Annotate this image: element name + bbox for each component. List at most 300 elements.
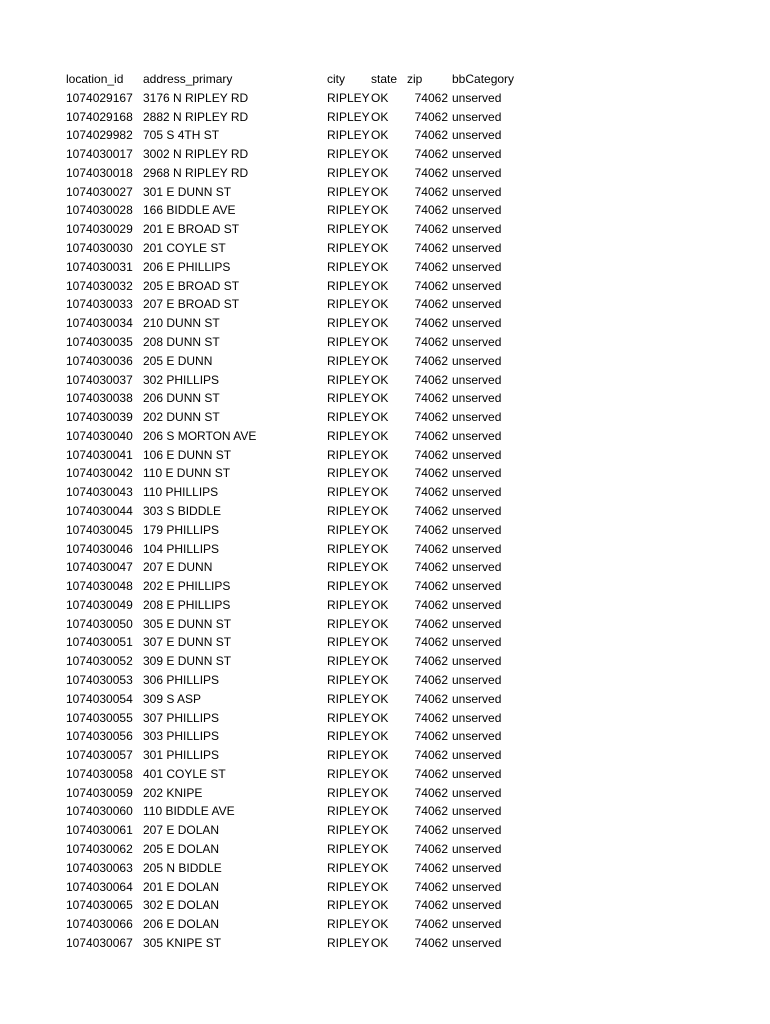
address-cell: 208 DUNN ST	[143, 334, 220, 349]
zip-cell: 74062	[414, 259, 448, 274]
zip-cell: 74062	[414, 579, 448, 594]
bb-category-cell: unserved	[452, 128, 502, 143]
zip-cell: 74062	[414, 785, 448, 800]
zip-cell: 74062	[414, 654, 448, 669]
zip-cell: 74062	[414, 353, 448, 368]
table-row	[66, 765, 532, 784]
state-cell: OK	[371, 410, 389, 425]
bb-category-cell: unserved	[452, 222, 502, 237]
table-row	[66, 446, 532, 465]
location-id-cell: 1074029167	[66, 90, 133, 105]
zip-cell: 74062	[414, 297, 448, 312]
bb-category-cell: unserved	[452, 597, 502, 612]
zip-cell: 74062	[414, 635, 448, 650]
state-cell: OK	[371, 372, 389, 387]
address-cell: 206 E DOLAN	[143, 917, 220, 932]
header-bb-category: bbCategory	[452, 72, 515, 86]
zip-cell: 74062	[414, 935, 448, 950]
location-id-cell: 1074030060	[66, 804, 133, 819]
table-row	[66, 878, 532, 897]
bb-category-cell: unserved	[452, 447, 502, 462]
state-cell: OK	[371, 241, 389, 256]
address-cell: 202 KNIPE	[143, 785, 203, 800]
address-cell: 3176 N RIPLEY RD	[143, 90, 249, 105]
state-cell: OK	[371, 917, 389, 932]
location-id-cell: 1074030017	[66, 147, 133, 162]
location-id-cell: 1074030039	[66, 410, 133, 425]
table-row	[66, 164, 532, 183]
zip-cell: 74062	[414, 278, 448, 293]
zip-cell: 74062	[414, 842, 448, 857]
city-cell: RIPLEY	[327, 635, 370, 650]
address-cell: 2968 N RIPLEY RD	[143, 165, 249, 180]
zip-cell: 74062	[414, 616, 448, 631]
state-cell: OK	[371, 391, 389, 406]
zip-cell: 74062	[414, 804, 448, 819]
address-cell: 303 S BIDDLE	[143, 503, 222, 518]
location-id-cell: 1074030067	[66, 935, 133, 950]
zip-cell: 74062	[414, 597, 448, 612]
zip-cell: 74062	[414, 710, 448, 725]
state-cell: OK	[371, 316, 389, 331]
bb-category-cell: unserved	[452, 334, 502, 349]
location-id-cell: 1074030049	[66, 597, 133, 612]
zip-cell: 74062	[414, 860, 448, 875]
state-cell: OK	[371, 297, 389, 312]
bb-category-cell: unserved	[452, 823, 502, 838]
zip-cell: 74062	[414, 673, 448, 687]
state-cell: OK	[371, 898, 389, 913]
city-cell: RIPLEY	[327, 222, 370, 237]
address-cell: 305 E DUNN ST	[143, 616, 232, 631]
location-id-cell: 1074030065	[66, 898, 133, 913]
location-id-cell: 1074030064	[66, 879, 133, 894]
bb-category-cell: unserved	[452, 673, 502, 687]
location-id-cell: 1074030061	[66, 823, 133, 838]
city-cell: RIPLEY	[327, 391, 370, 406]
state-cell: OK	[371, 879, 389, 894]
bb-category-cell: unserved	[452, 804, 502, 819]
bb-category-cell: unserved	[452, 635, 502, 650]
address-cell: 306 PHILLIPS	[143, 673, 220, 687]
city-cell: RIPLEY	[327, 766, 370, 781]
address-cell: 303 PHILLIPS	[143, 729, 220, 744]
state-cell: OK	[371, 334, 389, 349]
table-row	[66, 840, 532, 859]
bb-category-cell: unserved	[452, 710, 502, 725]
address-cell: 301 PHILLIPS	[143, 748, 220, 763]
state-cell: OK	[371, 935, 389, 950]
address-cell: 309 E DUNN ST	[143, 654, 232, 669]
city-cell: RIPLEY	[327, 109, 370, 124]
state-cell: OK	[371, 597, 389, 612]
bb-category-cell: unserved	[452, 616, 502, 631]
header-state: state	[371, 72, 398, 86]
bb-category-cell: unserved	[452, 842, 502, 857]
location-id-cell: 1074030034	[66, 316, 133, 331]
city-cell: RIPLEY	[327, 898, 370, 913]
table-row	[66, 427, 532, 446]
location-id-cell: 1074030033	[66, 297, 133, 312]
zip-cell: 74062	[414, 522, 448, 537]
address-cell: 208 E PHILLIPS	[143, 597, 231, 612]
table-row	[66, 596, 532, 615]
bb-category-cell: unserved	[452, 879, 502, 894]
address-cell: 202 E PHILLIPS	[143, 579, 231, 594]
bb-category-cell: unserved	[452, 466, 502, 481]
city-cell: RIPLEY	[327, 372, 370, 387]
address-cell: 110 BIDDLE AVE	[143, 804, 235, 819]
address-cell: 307 E DUNN ST	[143, 635, 232, 650]
table-row	[66, 521, 532, 540]
bb-category-cell: unserved	[452, 297, 502, 312]
location-id-cell: 1074030040	[66, 428, 133, 443]
zip-cell: 74062	[414, 222, 448, 237]
state-cell: OK	[371, 766, 389, 781]
bb-category-cell: unserved	[452, 410, 502, 425]
city-cell: RIPLEY	[327, 560, 370, 575]
bb-category-cell: unserved	[452, 729, 502, 744]
zip-cell: 74062	[414, 503, 448, 518]
bb-category-cell: unserved	[452, 241, 502, 256]
state-cell: OK	[371, 804, 389, 819]
address-cell: 705 S 4TH ST	[143, 128, 220, 143]
location-table	[66, 70, 532, 953]
table-row	[66, 859, 532, 878]
city-cell: RIPLEY	[327, 729, 370, 744]
zip-cell: 74062	[414, 466, 448, 481]
table-row	[66, 671, 532, 690]
state-cell: OK	[371, 729, 389, 744]
city-cell: RIPLEY	[327, 147, 370, 162]
state-cell: OK	[371, 128, 389, 143]
table-row	[66, 502, 532, 521]
zip-cell: 74062	[414, 823, 448, 838]
state-cell: OK	[371, 90, 389, 105]
location-id-cell: 1074030035	[66, 334, 133, 349]
table-row	[66, 220, 532, 239]
header-address-primary: address_primary	[143, 72, 233, 86]
bb-category-cell: unserved	[452, 109, 502, 124]
zip-cell: 74062	[414, 447, 448, 462]
table-row	[66, 821, 532, 840]
location-id-cell: 1074030038	[66, 391, 133, 406]
state-cell: OK	[371, 428, 389, 443]
state-cell: OK	[371, 466, 389, 481]
city-cell: RIPLEY	[327, 259, 370, 274]
city-cell: RIPLEY	[327, 90, 370, 105]
table-row	[66, 896, 532, 915]
state-cell: OK	[371, 485, 389, 500]
city-cell: RIPLEY	[327, 128, 370, 143]
address-cell: 205 E BROAD ST	[143, 278, 240, 293]
location-id-cell: 1074030036	[66, 353, 133, 368]
city-cell: RIPLEY	[327, 748, 370, 763]
table-row	[66, 558, 532, 577]
table-row	[66, 201, 532, 220]
zip-cell: 74062	[414, 879, 448, 894]
table-row	[66, 408, 532, 427]
table-row	[66, 577, 532, 596]
bb-category-cell: unserved	[452, 372, 502, 387]
address-cell: 205 E DOLAN	[143, 842, 220, 857]
bb-category-cell: unserved	[452, 316, 502, 331]
address-cell: 166 BIDDLE AVE	[143, 203, 236, 218]
bb-category-cell: unserved	[452, 165, 502, 180]
city-cell: RIPLEY	[327, 522, 370, 537]
spreadsheet-page	[66, 70, 532, 953]
location-id-cell: 1074030041	[66, 447, 133, 462]
address-cell: 201 E BROAD ST	[143, 222, 240, 237]
state-cell: OK	[371, 691, 389, 706]
bb-category-cell: unserved	[452, 203, 502, 218]
bb-category-cell: unserved	[452, 691, 502, 706]
city-cell: RIPLEY	[327, 203, 370, 218]
bb-category-cell: unserved	[452, 278, 502, 293]
state-cell: OK	[371, 748, 389, 763]
location-id-cell: 1074030051	[66, 635, 133, 650]
address-cell: 202 DUNN ST	[143, 410, 220, 425]
header-city: city	[327, 72, 345, 86]
address-cell: 207 E DUNN	[143, 560, 213, 575]
bb-category-cell: unserved	[452, 898, 502, 913]
table-row	[66, 389, 532, 408]
zip-cell: 74062	[414, 729, 448, 744]
address-cell: 3002 N RIPLEY RD	[143, 147, 249, 162]
zip-cell: 74062	[414, 316, 448, 331]
location-id-cell: 1074030056	[66, 729, 133, 744]
location-id-cell: 1074030047	[66, 560, 133, 575]
city-cell: RIPLEY	[327, 597, 370, 612]
city-cell: RIPLEY	[327, 804, 370, 819]
location-id-cell: 1074030032	[66, 278, 133, 293]
state-cell: OK	[371, 147, 389, 162]
city-cell: RIPLEY	[327, 278, 370, 293]
address-cell: 206 S MORTON AVE	[143, 428, 257, 443]
zip-cell: 74062	[414, 560, 448, 575]
location-id-cell: 1074030030	[66, 241, 133, 256]
address-cell: 309 S ASP	[143, 691, 202, 706]
table-row	[66, 746, 532, 765]
table-row	[66, 333, 532, 352]
location-id-cell: 1074030063	[66, 860, 133, 875]
table-row	[66, 652, 532, 671]
address-cell: 207 E BROAD ST	[143, 297, 240, 312]
bb-category-cell: unserved	[452, 917, 502, 932]
city-cell: RIPLEY	[327, 710, 370, 725]
bb-category-cell: unserved	[452, 579, 502, 594]
bb-category-cell: unserved	[452, 485, 502, 500]
state-cell: OK	[371, 823, 389, 838]
table-row	[66, 540, 532, 559]
location-id-cell: 1074030044	[66, 503, 133, 518]
location-id-cell: 1074030031	[66, 259, 133, 274]
zip-cell: 74062	[414, 372, 448, 387]
bb-category-cell: unserved	[452, 391, 502, 406]
zip-cell: 74062	[414, 128, 448, 143]
table-body	[66, 89, 532, 953]
bb-category-cell: unserved	[452, 560, 502, 575]
address-cell: 207 E DOLAN	[143, 823, 220, 838]
address-cell: 301 E DUNN ST	[143, 184, 232, 199]
location-id-cell: 1074030055	[66, 710, 133, 725]
table-row	[66, 784, 532, 803]
bb-category-cell: unserved	[452, 184, 502, 199]
location-id-cell: 1074030037	[66, 372, 133, 387]
state-cell: OK	[371, 654, 389, 669]
city-cell: RIPLEY	[327, 785, 370, 800]
table-row	[66, 802, 532, 821]
location-id-cell: 1074029982	[66, 128, 133, 143]
zip-cell: 74062	[414, 410, 448, 425]
table-row	[66, 295, 532, 314]
address-cell: 201 E DOLAN	[143, 879, 220, 894]
address-cell: 110 PHILLIPS	[143, 485, 219, 500]
table-row	[66, 277, 532, 296]
bb-category-cell: unserved	[452, 748, 502, 763]
address-cell: 305 KNIPE ST	[143, 935, 222, 950]
zip-cell: 74062	[414, 184, 448, 199]
city-cell: RIPLEY	[327, 297, 370, 312]
header-location-id: location_id	[66, 72, 124, 86]
state-cell: OK	[371, 222, 389, 237]
city-cell: RIPLEY	[327, 428, 370, 443]
state-cell: OK	[371, 503, 389, 518]
address-cell: 104 PHILLIPS	[143, 541, 220, 556]
location-id-cell: 1074030045	[66, 522, 133, 537]
state-cell: OK	[371, 353, 389, 368]
location-id-cell: 1074030059	[66, 785, 133, 800]
table-row	[66, 915, 532, 934]
bb-category-cell: unserved	[452, 935, 502, 950]
location-id-cell: 1074030054	[66, 691, 133, 706]
bb-category-cell: unserved	[452, 541, 502, 556]
location-id-cell: 1074030057	[66, 748, 133, 763]
city-cell: RIPLEY	[327, 579, 370, 594]
bb-category-cell: unserved	[452, 428, 502, 443]
header-row	[66, 70, 532, 89]
zip-cell: 74062	[414, 391, 448, 406]
state-cell: OK	[371, 842, 389, 857]
city-cell: RIPLEY	[327, 879, 370, 894]
address-cell: 302 PHILLIPS	[143, 372, 220, 387]
state-cell: OK	[371, 710, 389, 725]
bb-category-cell: unserved	[452, 147, 502, 162]
location-id-cell: 1074030053	[66, 673, 133, 687]
state-cell: OK	[371, 673, 389, 687]
state-cell: OK	[371, 860, 389, 875]
table-row	[66, 89, 532, 108]
location-id-cell: 1074029168	[66, 109, 133, 124]
zip-cell: 74062	[414, 147, 448, 162]
location-id-cell: 1074030062	[66, 842, 133, 857]
state-cell: OK	[371, 635, 389, 650]
city-cell: RIPLEY	[327, 353, 370, 368]
state-cell: OK	[371, 165, 389, 180]
location-id-cell: 1074030043	[66, 485, 133, 500]
table-row	[66, 108, 532, 127]
table-row	[66, 633, 532, 652]
table-row	[66, 352, 532, 371]
location-id-cell: 1074030029	[66, 222, 133, 237]
city-cell: RIPLEY	[327, 410, 370, 425]
city-cell: RIPLEY	[327, 503, 370, 518]
zip-cell: 74062	[414, 334, 448, 349]
table-row	[66, 709, 532, 728]
bb-category-cell: unserved	[452, 90, 502, 105]
city-cell: RIPLEY	[327, 541, 370, 556]
location-id-cell: 1074030048	[66, 579, 133, 594]
zip-cell: 74062	[414, 428, 448, 443]
city-cell: RIPLEY	[327, 447, 370, 462]
location-id-cell: 1074030052	[66, 654, 133, 669]
address-cell: 302 E DOLAN	[143, 898, 220, 913]
zip-cell: 74062	[414, 165, 448, 180]
state-cell: OK	[371, 541, 389, 556]
zip-cell: 74062	[414, 748, 448, 763]
location-id-cell: 1074030042	[66, 466, 133, 481]
table-row	[66, 615, 532, 634]
table-row	[66, 483, 532, 502]
address-cell: 179 PHILLIPS	[143, 522, 220, 537]
table-row	[66, 183, 532, 202]
table-row	[66, 727, 532, 746]
city-cell: RIPLEY	[327, 466, 370, 481]
city-cell: RIPLEY	[327, 316, 370, 331]
table-row	[66, 464, 532, 483]
state-cell: OK	[371, 109, 389, 124]
address-cell: 210 DUNN ST	[143, 316, 220, 331]
state-cell: OK	[371, 579, 389, 594]
city-cell: RIPLEY	[327, 241, 370, 256]
location-id-cell: 1074030046	[66, 541, 133, 556]
table-row	[66, 314, 532, 333]
address-cell: 106 E DUNN ST	[143, 447, 232, 462]
zip-cell: 74062	[414, 203, 448, 218]
address-cell: 401 COYLE ST	[143, 766, 226, 781]
address-cell: 201 COYLE ST	[143, 241, 226, 256]
zip-cell: 74062	[414, 766, 448, 781]
table-row	[66, 145, 532, 164]
state-cell: OK	[371, 203, 389, 218]
city-cell: RIPLEY	[327, 823, 370, 838]
state-cell: OK	[371, 522, 389, 537]
state-cell: OK	[371, 447, 389, 462]
table-row	[66, 690, 532, 709]
zip-cell: 74062	[414, 241, 448, 256]
bb-category-cell: unserved	[452, 785, 502, 800]
bb-category-cell: unserved	[452, 503, 502, 518]
city-cell: RIPLEY	[327, 860, 370, 875]
location-id-cell: 1074030066	[66, 917, 133, 932]
location-id-cell: 1074030018	[66, 165, 133, 180]
zip-cell: 74062	[414, 898, 448, 913]
state-cell: OK	[371, 785, 389, 800]
city-cell: RIPLEY	[327, 184, 370, 199]
address-cell: 205 N BIDDLE	[143, 860, 222, 875]
zip-cell: 74062	[414, 90, 448, 105]
state-cell: OK	[371, 259, 389, 274]
city-cell: RIPLEY	[327, 165, 370, 180]
location-id-cell: 1074030050	[66, 616, 133, 631]
location-id-cell: 1074030027	[66, 184, 133, 199]
city-cell: RIPLEY	[327, 917, 370, 932]
table-row	[66, 934, 532, 953]
bb-category-cell: unserved	[452, 259, 502, 274]
bb-category-cell: unserved	[452, 654, 502, 669]
state-cell: OK	[371, 616, 389, 631]
location-id-cell: 1074030058	[66, 766, 133, 781]
